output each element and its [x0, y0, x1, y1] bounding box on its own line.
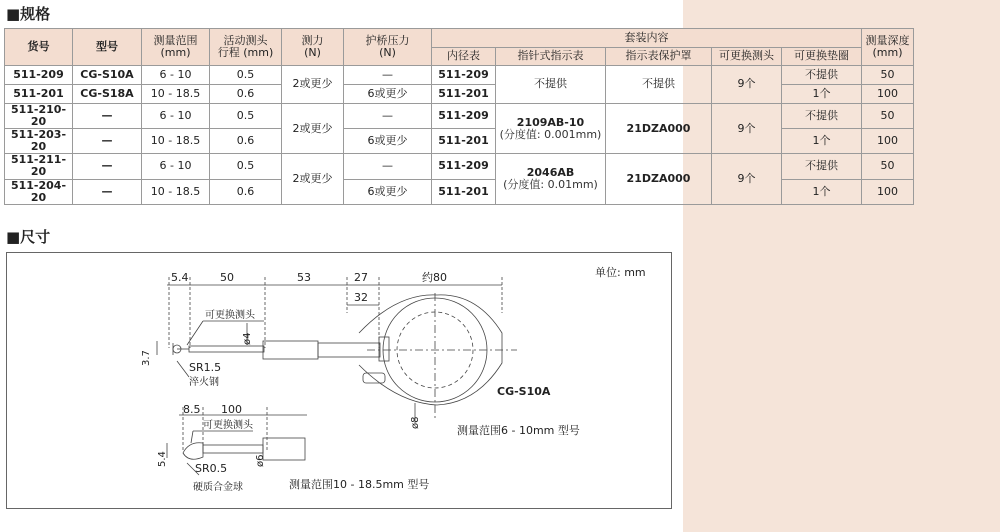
subheader-dial-indicator: 指针式指示表	[496, 48, 606, 66]
cell-part: 511-210-20	[5, 104, 73, 129]
subheader-indicator-cover: 指示表保护罩	[606, 48, 712, 66]
cell-bridge: 6或更少	[344, 85, 432, 104]
probe-label: 可更换测头	[205, 310, 255, 321]
dim-27: 27	[354, 271, 368, 284]
cell-stroke: 0.5	[210, 104, 282, 129]
cell-stroke: 0.5	[210, 154, 282, 179]
cell-stroke: 0.6	[210, 179, 282, 204]
cell-bridge: 6或更少	[344, 179, 432, 204]
cell-range: 10 - 18.5	[142, 179, 210, 204]
cell-range: 10 - 18.5	[142, 129, 210, 154]
dim-3-7: 3.7	[141, 350, 152, 366]
dim-5-4b: 5.4	[157, 451, 168, 467]
model-label: CG-S10A	[497, 385, 551, 398]
dim-phi8: ø8	[410, 416, 421, 429]
cell-kit: 511-209	[432, 104, 496, 129]
header-range: 测量范围 (mm)	[142, 29, 210, 66]
dimension-drawing	[6, 252, 672, 509]
cell-range: 6 - 10	[142, 154, 210, 179]
cell-depth: 100	[862, 179, 914, 204]
subheader-bore-gauge: 内径表	[432, 48, 496, 66]
cell-model: CG-S10A	[73, 66, 142, 85]
dim-80: 约80	[422, 271, 447, 284]
cell-washer: 1个	[782, 179, 862, 204]
cell-force: 2或更少	[282, 154, 344, 204]
header-model: 型号	[73, 29, 142, 66]
sr0-5-label: SR0.5	[195, 462, 228, 475]
carbide-label: 硬质合金球	[193, 482, 243, 493]
cell-cover: 21DZA000	[606, 154, 712, 204]
cell-depth: 100	[862, 85, 914, 104]
cell-stroke: 0.5	[210, 66, 282, 85]
header-kit: 套装内容	[432, 29, 862, 48]
cell-washer: 不提供	[782, 154, 862, 179]
cell-bridge: 6或更少	[344, 129, 432, 154]
cell-indicator: 2109AB-10 (分度值: 0.001mm)	[496, 104, 606, 154]
cell-kit: 511-201	[432, 85, 496, 104]
cell-washer: 1个	[782, 85, 862, 104]
cell-model: —	[73, 179, 142, 204]
cell-model: CG-S18A	[73, 85, 142, 104]
dimension-heading: ■尺寸	[6, 227, 51, 246]
cell-indicator: 不提供	[496, 66, 606, 104]
cell-part: 511-203-20	[5, 129, 73, 154]
dim-50: 50	[220, 271, 234, 284]
range-a-label: 测量范围6 - 10mm 型号	[457, 424, 580, 437]
cell-kit: 511-201	[432, 129, 496, 154]
cell-kit: 511-209	[432, 154, 496, 179]
cell-range: 6 - 10	[142, 104, 210, 129]
cell-depth: 50	[862, 154, 914, 179]
table-row	[5, 66, 914, 85]
unit-label: 单位: mm	[595, 266, 646, 279]
cell-model: —	[73, 104, 142, 129]
cell-kit: 511-201	[432, 179, 496, 204]
cell-depth: 50	[862, 66, 914, 85]
cell-model: —	[73, 129, 142, 154]
range-b-label: 测量范围10 - 18.5mm 型号	[289, 478, 430, 491]
cell-washer: 1个	[782, 129, 862, 154]
table-header-row	[5, 29, 914, 48]
dim-5-4: 5.4	[171, 271, 189, 284]
cell-bridge: —	[344, 104, 432, 129]
cell-part: 511-204-20	[5, 179, 73, 204]
table-row	[5, 104, 914, 129]
sr1-5-label: SR1.5	[189, 361, 222, 374]
cell-indicator: 2046AB (分度值: 0.01mm)	[496, 154, 606, 204]
cell-washer: 不提供	[782, 66, 862, 85]
probe-label-2: 可更换测头	[203, 420, 253, 431]
cell-stroke: 0.6	[210, 85, 282, 104]
cell-model: —	[73, 154, 142, 179]
subheader-washer: 可更换垫圈	[782, 48, 862, 66]
steel-label: 淬火钢	[189, 377, 219, 388]
cell-depth: 100	[862, 129, 914, 154]
cell-bridge: —	[344, 66, 432, 85]
cell-probe: 9个	[712, 66, 782, 104]
dim-phi4: ø4	[242, 332, 253, 345]
spec-table	[4, 28, 914, 205]
dim-32: 32	[354, 291, 368, 304]
cell-washer: 不提供	[782, 104, 862, 129]
dim-100: 100	[221, 403, 242, 416]
cell-bridge: —	[344, 154, 432, 179]
subheader-probe: 可更换测头	[712, 48, 782, 66]
cell-probe: 9个	[712, 154, 782, 204]
header-stroke: 活动测头 行程 (mm)	[210, 29, 282, 66]
dim-53: 53	[297, 271, 311, 284]
technical-drawing	[7, 253, 671, 508]
header-depth: 测量深度 (mm)	[862, 29, 914, 66]
cell-range: 6 - 10	[142, 66, 210, 85]
cell-cover: 21DZA000	[606, 104, 712, 154]
header-bridge: 护桥压力 (N)	[344, 29, 432, 66]
cell-depth: 50	[862, 104, 914, 129]
dim-8-5: 8.5	[183, 403, 201, 416]
cell-part: 511-201	[5, 85, 73, 104]
dim-phi6: ø6	[255, 454, 266, 467]
cell-cover: 不提供	[606, 66, 712, 104]
cell-part: 511-209	[5, 66, 73, 85]
cell-kit: 511-209	[432, 66, 496, 85]
cell-part: 511-211-20	[5, 154, 73, 179]
cell-probe: 9个	[712, 104, 782, 154]
header-part-no: 货号	[5, 29, 73, 66]
table-row	[5, 154, 914, 179]
header-force: 测力 (N)	[282, 29, 344, 66]
cell-stroke: 0.6	[210, 129, 282, 154]
cell-force: 2或更少	[282, 66, 344, 104]
cell-range: 10 - 18.5	[142, 85, 210, 104]
cell-force: 2或更少	[282, 104, 344, 154]
spec-heading: ■规格	[6, 4, 51, 23]
